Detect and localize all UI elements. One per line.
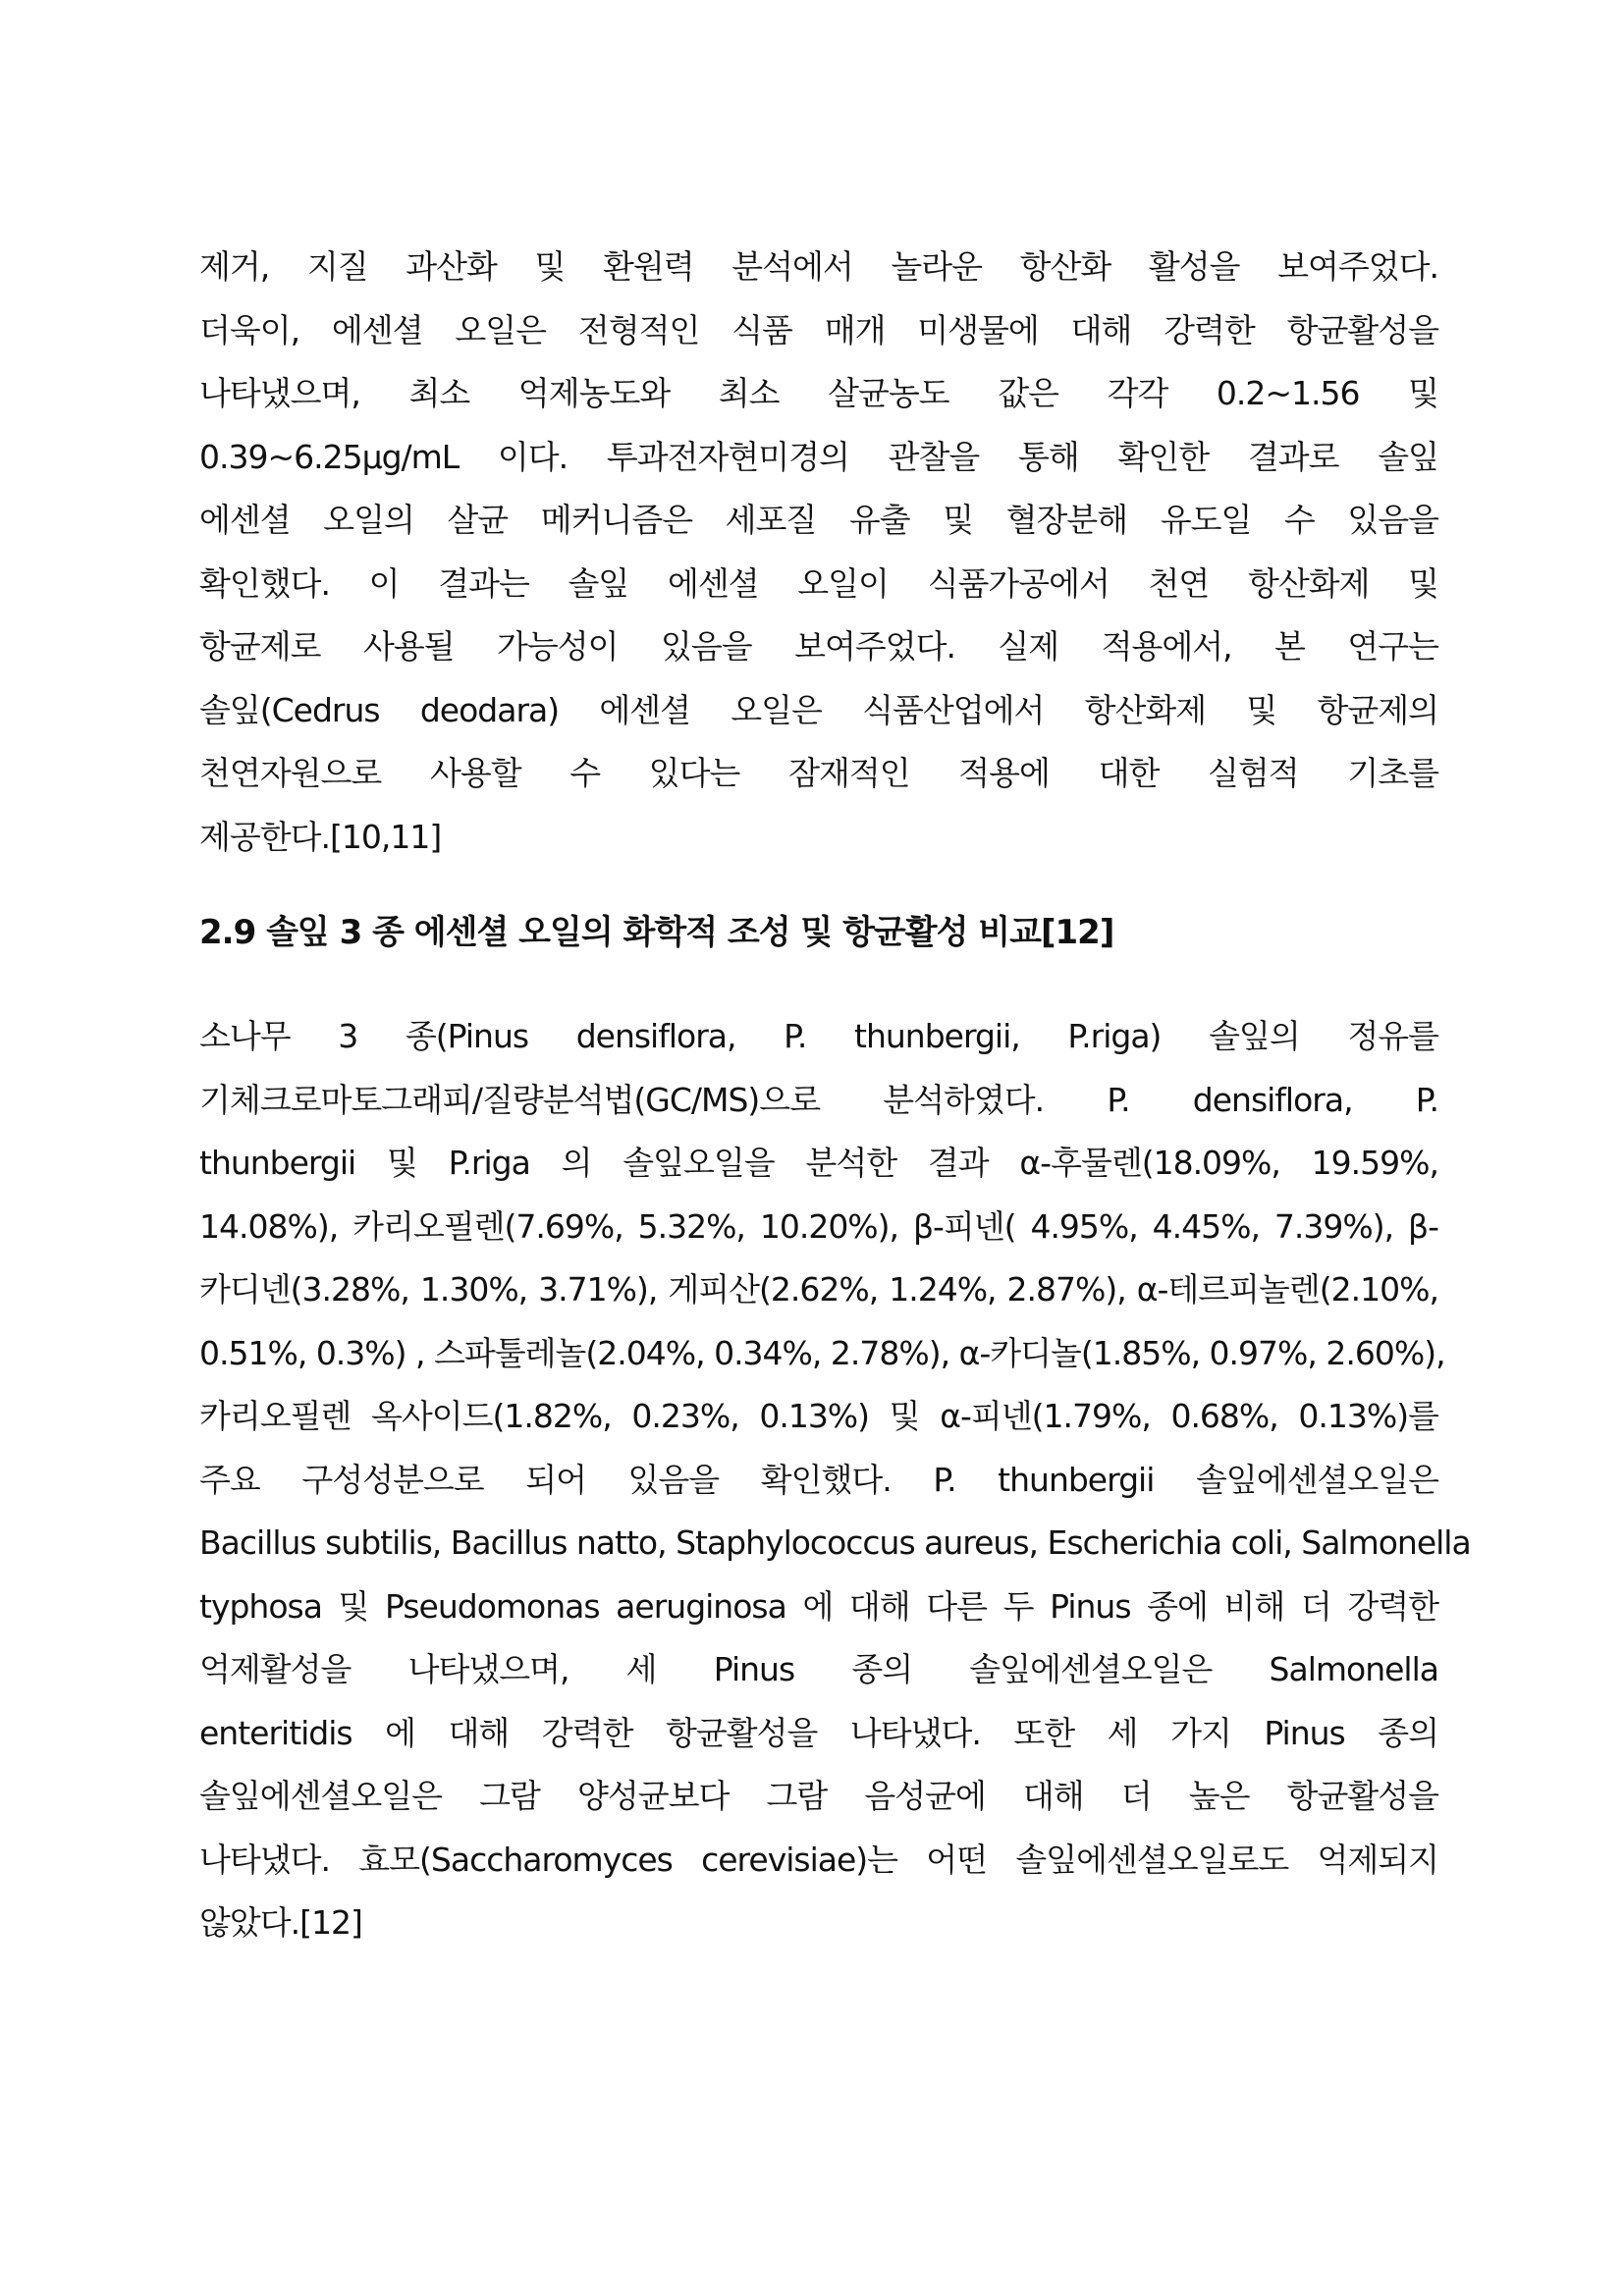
paragraph-line: 소나무 3 종(Pinus densiflora, P. thunbergii, P.riga) 솔잎의 정유를	[199, 1017, 1438, 1055]
paragraph-line: 확인했다. 이 결과는 솔잎 에센셜 오일이 식품가공에서 천연 항산화제 및	[199, 563, 1438, 603]
paragraph-line: enteritidis 에 대해 강력한 항균활성을 나타냈다. 또한 세 가지 Pinus 종의	[199, 1713, 1438, 1752]
paragraph-line: Bacillus subtilis, Bacillus natto, Staphylococcus aureus, Escherichia coli, Salmonella	[199, 1523, 1471, 1562]
paragraph-line: 카디넨(3.28%, 1.30%, 3.71%), 게피산(2.62%, 1.24%, 2.87%), α-테르피놀렌(2.10%,	[199, 1270, 1438, 1308]
paragraph-line: typhosa 및 Pseudomonas aeruginosa 에 대해 다른 두 Pinus 종에 비해 더 강력한	[199, 1586, 1438, 1626]
paragraph-line: 더욱이, 에센셜 오일은 전형적인 식품 매개 미생물에 대해 강력한 항균활성을	[199, 310, 1438, 349]
paragraph-line: 0.39~6.25μg/mL 이다. 투과전자현미경의 관찰을 통해 확인한 결과로 솔잎	[199, 437, 1438, 476]
paragraph-line: 제거, 지질 과산화 및 환원력 분석에서 놀라운 항산화 활성을 보여주었다.	[199, 247, 1438, 286]
section-heading: 2.9 솔잎 3 종 에센셜 오일의 화학적 조성 및 항균활성 비교[12]	[199, 913, 1114, 952]
paragraph-line: 천연자원으로 사용할 수 있다는 잠재적인 적용에 대한 실험적 기초를	[199, 754, 1438, 792]
paragraph-line: 억제활성을 나타냈으며, 세 Pinus 종의 솔잎에센셜오일은 Salmonella	[199, 1650, 1438, 1688]
paragraph-line: 기체크로마토그래피/질량분석법(GC/MS)으로 분석하였다. P. densiflora, P.	[199, 1080, 1438, 1119]
paragraph-line: 항균제로 사용될 가능성이 있음을 보여주었다. 실제 적용에서, 본 연구는	[199, 627, 1438, 666]
paragraph-line: 주요 구성성분으로 되어 있음을 확인했다. P. thunbergii 솔잎에센셜오일은	[199, 1460, 1438, 1499]
paragraph-line: 솔잎에센셜오일은 그람 양성균보다 그람 음성균에 대해 더 높은 항균활성을	[199, 1777, 1438, 1815]
paragraph-line: thunbergii 및 P.riga 의 솔잎오일을 분석한 결과 α-후물렌(18.09%, 19.59%,	[199, 1144, 1438, 1182]
body-paragraph-1	[199, 236, 1438, 869]
paragraph-line: 카리오필렌 옥사이드(1.82%, 0.23%, 0.13%) 및 α-피넨(1.79%, 0.68%, 0.13%)를	[199, 1397, 1438, 1435]
paragraph-line: 14.08%), 카리오필렌(7.69%, 5.32%, 10.20%), β-피넨( 4.95%, 4.45%, 7.39%), β-	[199, 1206, 1438, 1246]
paragraph-line: 0.51%, 0.3%) , 스파툴레놀(2.04%, 0.34%, 2.78%), α-카디놀(1.85%, 0.97%, 2.60%),	[199, 1333, 1445, 1372]
body-paragraph-2	[199, 1005, 1471, 1955]
paragraph-line: 나타냈다. 효모(Saccharomyces cerevisiae)는 어떤 솔잎에센셜오일로도 억제되지	[199, 1840, 1438, 1879]
paragraph-line: 에센셜 오일의 살균 메커니즘은 세포질 유출 및 혈장분해 유도일 수 있음을	[199, 501, 1438, 539]
paragraph-line: 나타냈으며, 최소 억제농도와 최소 살균농도 값은 각각 0.2~1.56 및	[199, 374, 1438, 412]
paragraph-line: 않았다.[12]	[199, 1903, 362, 1942]
paragraph-line: 제공한다.[10,11]	[199, 817, 442, 856]
paragraph-line: 솔잎(Cedrus deodara) 에센셜 오일은 식품산업에서 항산화제 및 항균제의	[199, 690, 1438, 729]
